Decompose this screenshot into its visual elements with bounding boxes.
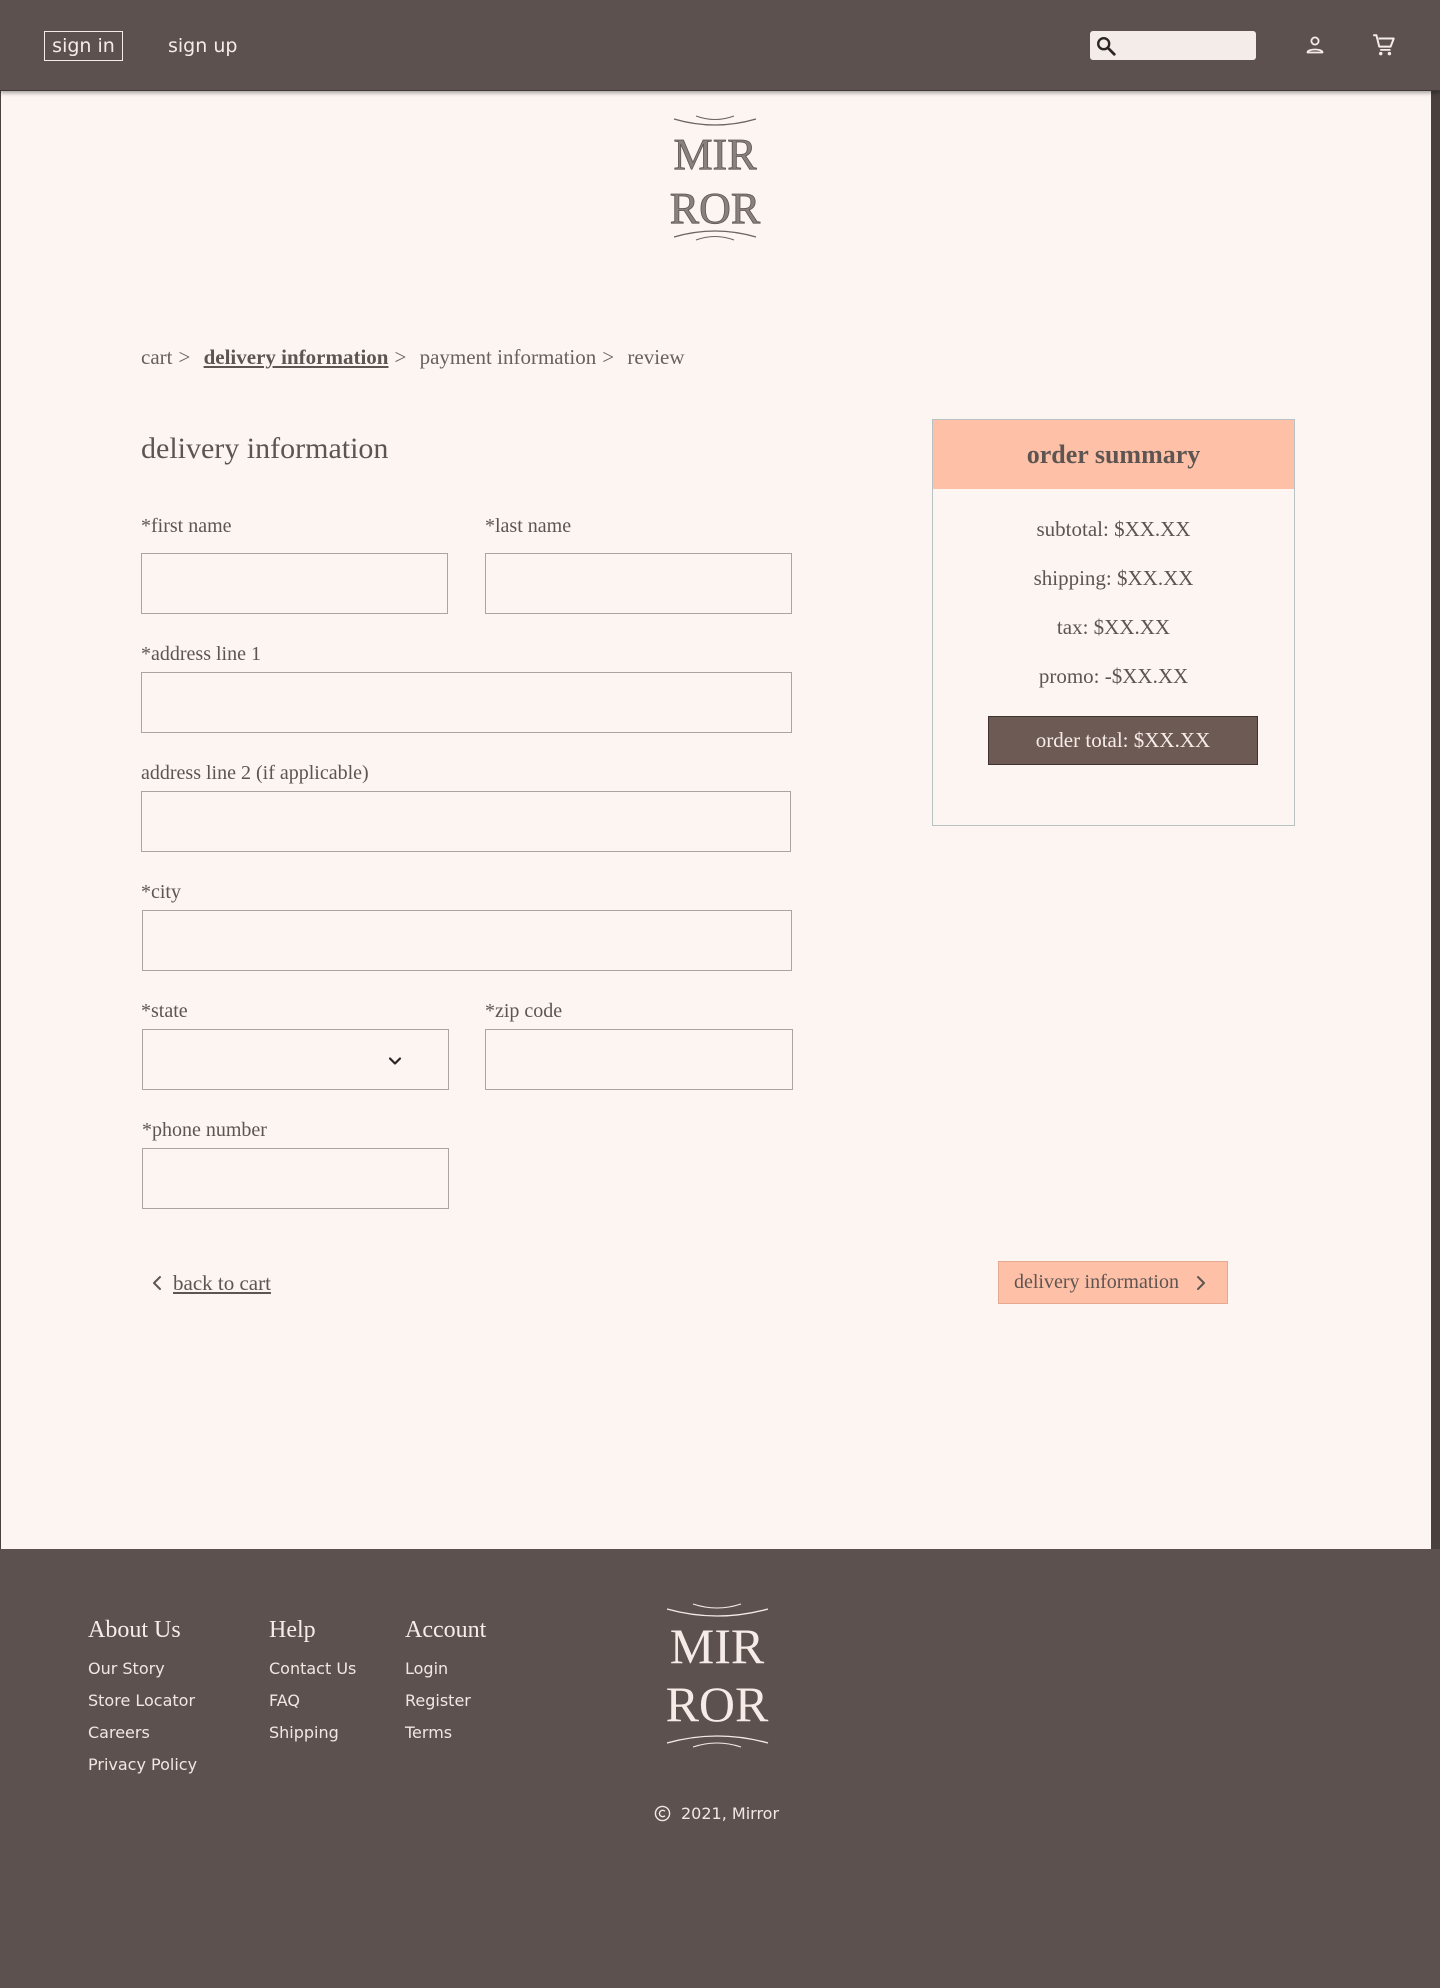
footer-link-contact[interactable]: Contact Us [269, 1659, 357, 1678]
logo-mirrored-r: R [730, 184, 761, 233]
back-to-cart-link[interactable] [149, 1268, 271, 1298]
phone-label: *phone number [142, 1119, 267, 1141]
breadcrumb [141, 345, 691, 370]
city-label: *city [141, 881, 181, 903]
zip-label: *zip code [485, 1000, 563, 1022]
sign-in-button[interactable]: sign in [44, 31, 123, 61]
copyright [654, 1804, 779, 1823]
search-input[interactable] [1120, 33, 1252, 58]
first-name-label: *first name [141, 515, 232, 537]
footer-account-title: Account [405, 1617, 487, 1643]
breadcrumb-cart[interactable]: cart [141, 345, 173, 369]
state-label: *state [141, 1000, 188, 1022]
footer-logo-text-top: MIR [669, 1618, 765, 1674]
user-icon[interactable] [1303, 33, 1327, 57]
footer-help-title: Help [269, 1617, 316, 1643]
chevron-left-icon [149, 1274, 165, 1292]
promo-line: promo: -$XX.XX [1038, 664, 1189, 688]
address1-label: *address line 1 [141, 643, 261, 665]
breadcrumb-separator: > [394, 345, 407, 369]
page-title: delivery information [141, 432, 389, 465]
footer-about-title: About Us [88, 1617, 181, 1643]
state-select[interactable] [142, 1029, 449, 1090]
address2-field[interactable] [141, 791, 791, 852]
order-total: order total: $XX.XX [988, 716, 1258, 765]
tax-line: tax: $XX.XX [1056, 615, 1171, 639]
subtotal-line: subtotal: $XX.XX [1036, 517, 1191, 541]
logo-text-bottom: ROR [669, 184, 761, 233]
order-summary-panel [932, 419, 1295, 826]
footer-link-our-story[interactable]: Our Story [88, 1659, 165, 1678]
last-name-field[interactable] [485, 553, 792, 614]
mirror-logo [660, 111, 770, 245]
address2-label: address line 2 (if applicable) [141, 762, 369, 784]
breadcrumb-separator: > [602, 345, 615, 369]
chevron-right-icon [1193, 1274, 1209, 1292]
footer-link-register[interactable]: Register [405, 1691, 471, 1710]
chevron-down-icon [386, 1052, 404, 1070]
city-field[interactable] [142, 910, 792, 971]
footer-mirror-logo [655, 1597, 780, 1752]
zip-field[interactable] [485, 1029, 793, 1090]
cart-icon[interactable] [1371, 32, 1397, 58]
continue-button-label: delivery information [1014, 1271, 1179, 1293]
logo-text-top: MIR [673, 130, 757, 179]
footer-link-store-locator[interactable]: Store Locator [88, 1691, 196, 1710]
footer-link-terms[interactable]: Terms [405, 1723, 453, 1742]
search-icon[interactable] [1095, 35, 1117, 57]
copyright-icon [654, 1805, 671, 1822]
last-name-label: *last name [485, 515, 572, 537]
footer-link-privacy[interactable]: Privacy Policy [88, 1755, 198, 1774]
footer-logo-mirrored-r: R [735, 1676, 769, 1732]
first-name-field[interactable] [141, 553, 448, 614]
footer-link-login[interactable]: Login [405, 1659, 449, 1678]
breadcrumb-review[interactable]: review [627, 345, 685, 369]
top-nav-bar [0, 0, 1440, 91]
breadcrumb-delivery[interactable]: delivery information [203, 345, 389, 369]
order-summary-title: order summary [933, 420, 1294, 489]
footer-link-shipping[interactable]: Shipping [269, 1723, 339, 1742]
phone-field[interactable] [142, 1148, 449, 1209]
footer-logo-text-bottom: ROR [665, 1676, 769, 1732]
back-to-cart-label: back to cart [173, 1270, 271, 1295]
copyright-text: 2021, Mirror [681, 1804, 780, 1823]
address1-field[interactable] [141, 672, 792, 733]
continue-delivery-button[interactable] [998, 1261, 1228, 1304]
breadcrumb-payment[interactable]: payment information [419, 345, 597, 369]
shipping-line: shipping: $XX.XX [1033, 566, 1194, 590]
breadcrumb-separator: > [178, 345, 191, 369]
footer-link-careers[interactable]: Careers [88, 1723, 150, 1742]
footer-link-faq[interactable]: FAQ [269, 1691, 300, 1710]
sign-up-link[interactable]: sign up [168, 35, 238, 57]
